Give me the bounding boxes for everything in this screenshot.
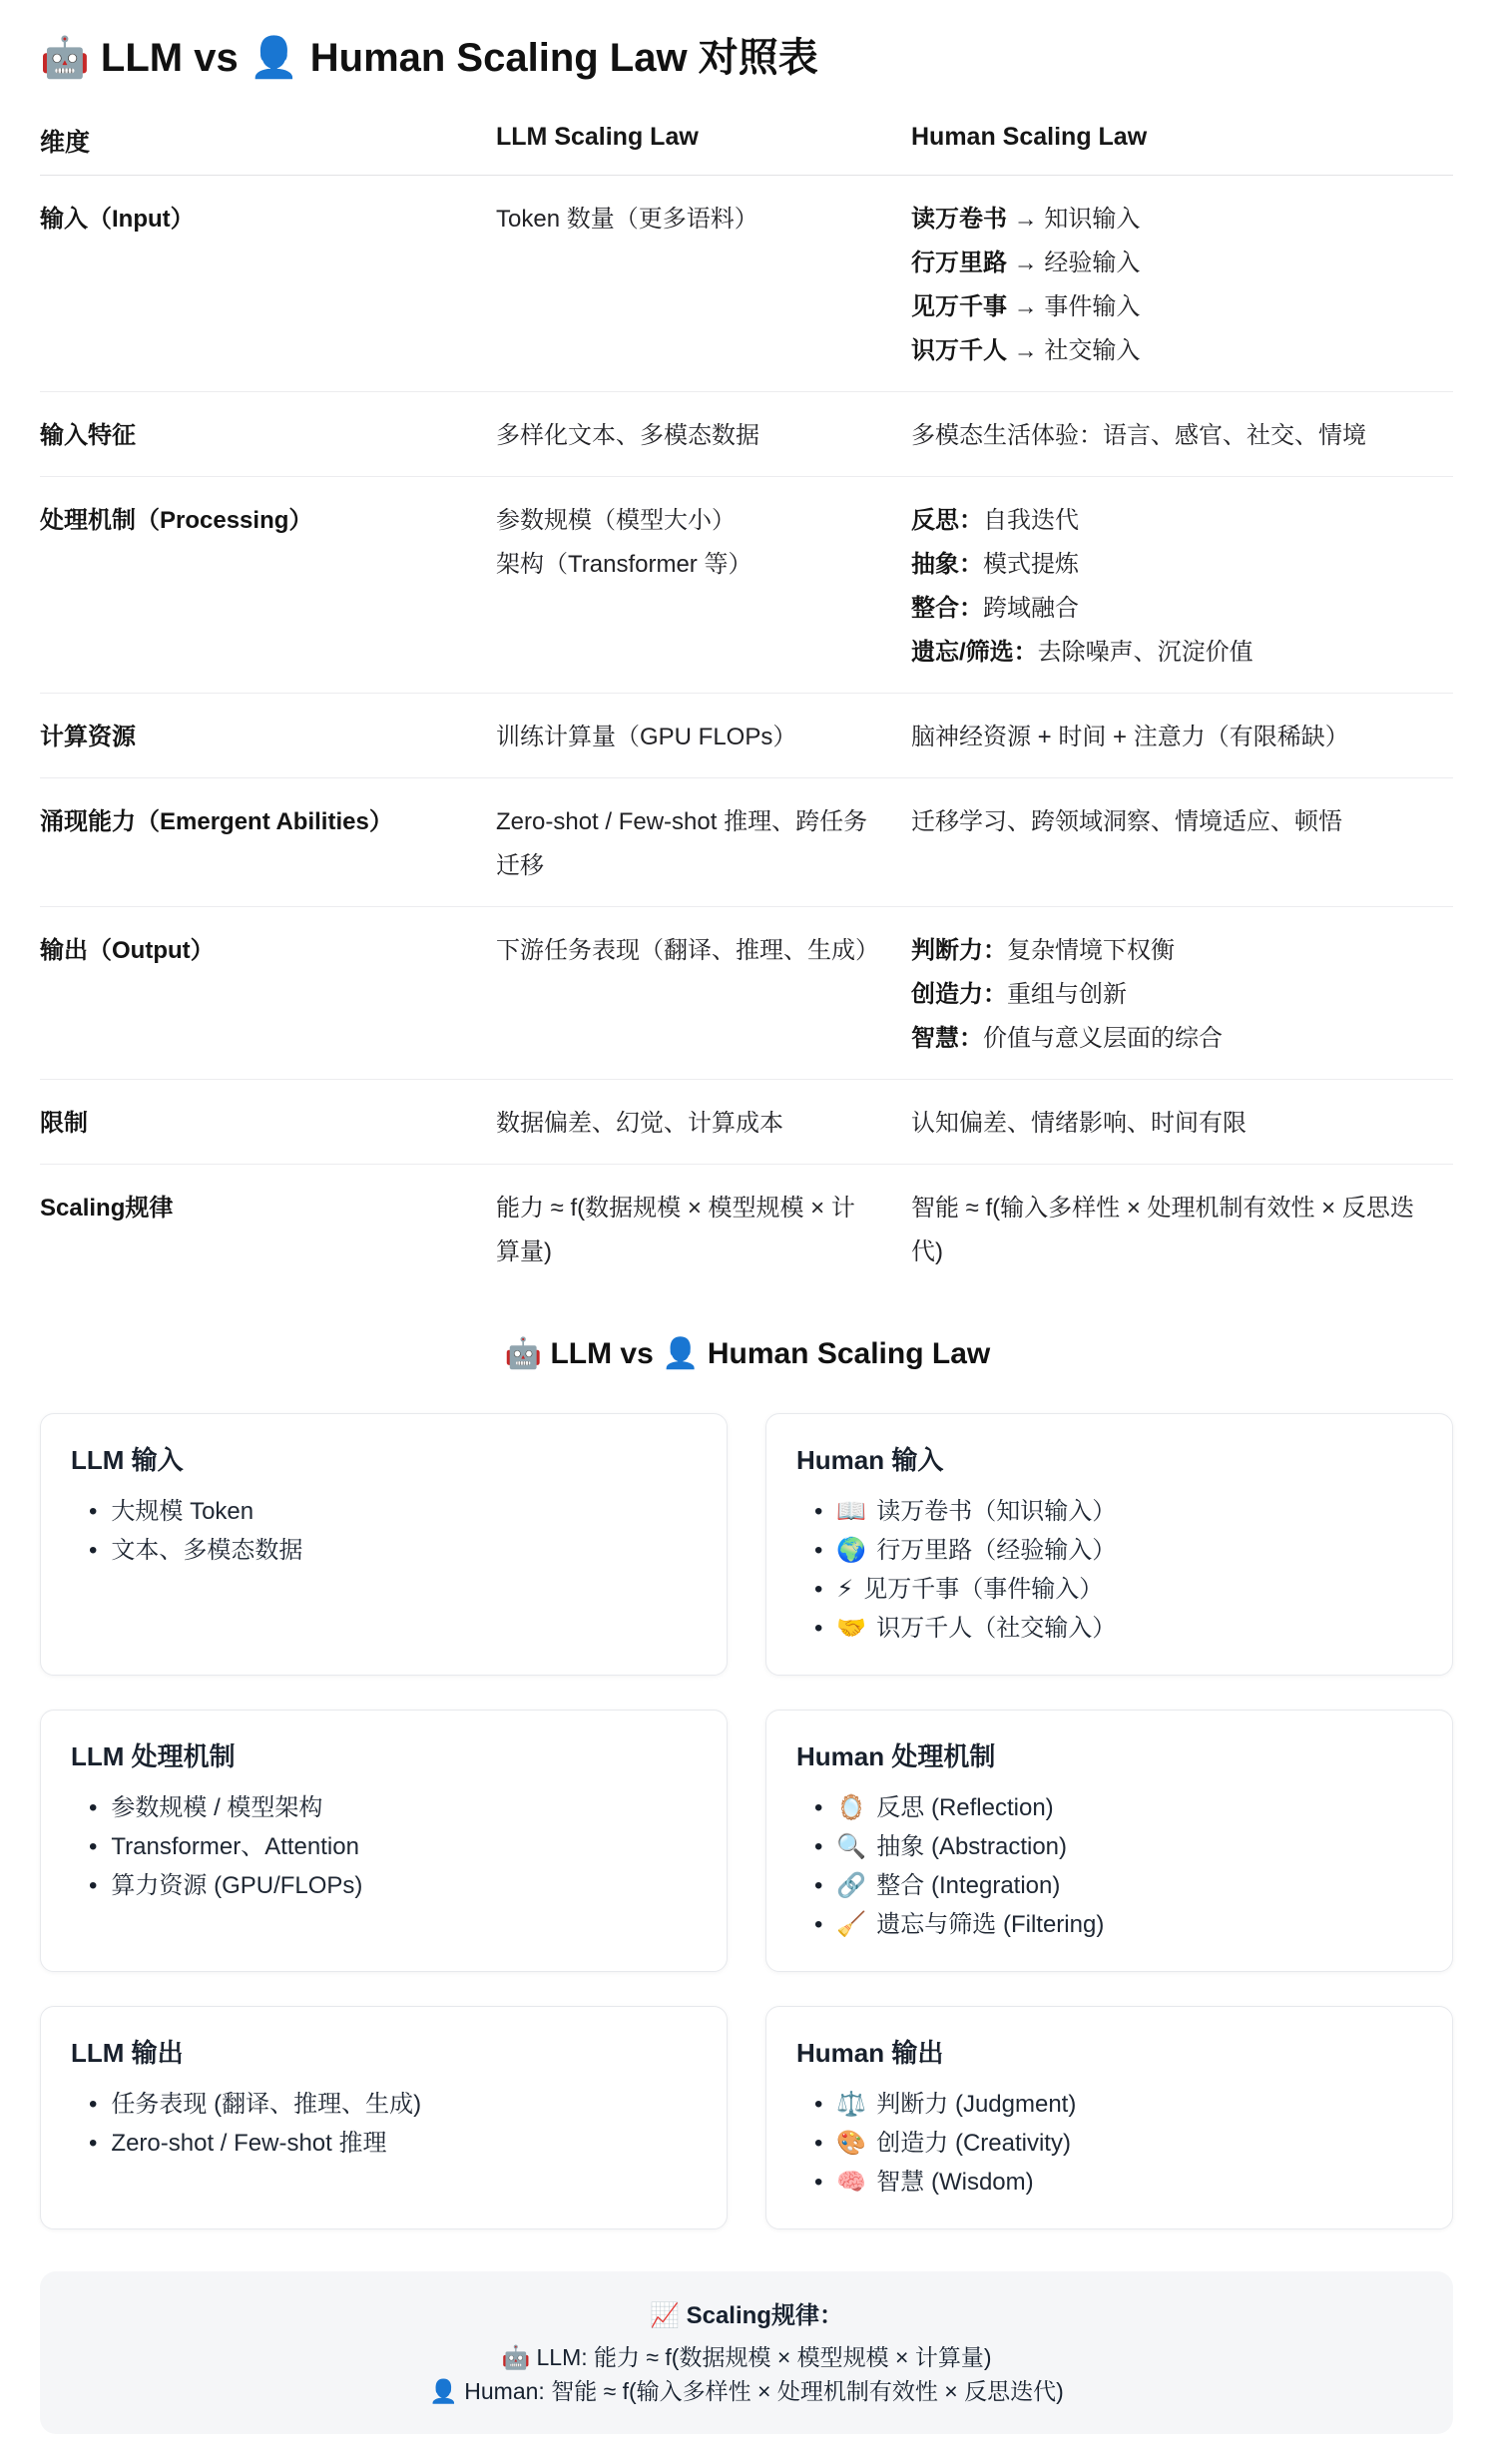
- llm-cell: [496, 800, 911, 888]
- llm-output-card: [40, 2006, 728, 2229]
- list-item: [814, 1497, 1422, 1526]
- table-row: [40, 476, 1453, 693]
- llm-cell: [496, 929, 911, 1061]
- list-item: [814, 1832, 1422, 1861]
- cell-line: 训练计算量（GPU FLOPs）: [496, 724, 797, 750]
- cell-line: Zero-shot / Few-shot 推理、跨任务迁移: [496, 808, 868, 879]
- bullet-icon: •: [89, 1872, 98, 1899]
- list-item: [89, 2129, 697, 2158]
- summary-lines: [60, 2340, 1433, 2408]
- bullet-icon: •: [89, 2130, 98, 2157]
- cell-line: 智能 ≈ f(输入多样性 × 处理机制有效性 × 反思迭代): [911, 1195, 1414, 1265]
- cell-line: 判断力：复杂情境下权衡: [911, 937, 1175, 964]
- human-cell: [911, 414, 1453, 458]
- cell-line: 抽象：模式提炼: [911, 551, 1079, 578]
- broom-icon: 🧹: [836, 1911, 867, 1938]
- list-item: [814, 2129, 1422, 2158]
- cell-line: 创造力：重组与创新: [911, 981, 1127, 1008]
- card-title: Human 处理机制: [796, 1741, 996, 1771]
- comparison-table: [40, 109, 1453, 1292]
- cell-line: 识万千人 → 社交输入: [911, 337, 1141, 364]
- bullet-icon: •: [814, 2091, 823, 2118]
- human-output-card: [765, 2006, 1453, 2229]
- list-item: [814, 1536, 1422, 1565]
- bullet-icon: •: [814, 1872, 823, 1899]
- human-cell: [911, 716, 1453, 759]
- human-cell: [911, 800, 1453, 888]
- bullet-icon: •: [814, 1794, 823, 1821]
- cell-line: 智慧：价值与意义层面的综合: [911, 1025, 1223, 1052]
- bullet-icon: •: [814, 2169, 823, 2196]
- column-header-llm-scaling-law: LLM Scaling Law: [496, 123, 699, 151]
- cell-line: 反思：自我迭代: [911, 507, 1079, 534]
- bullet-icon: •: [89, 1794, 98, 1821]
- card-title: LLM 输出: [71, 2038, 184, 2068]
- balance-scale-icon: ⚖️: [836, 2091, 867, 2118]
- palette-icon: 🎨: [836, 2130, 867, 2157]
- llm-cell: [496, 716, 911, 759]
- table-row: [40, 391, 1453, 476]
- list-item: [814, 1910, 1422, 1939]
- list-item-text: 创造力 (Creativity): [876, 2130, 1071, 2157]
- scaling-law-summary-band: [40, 2271, 1453, 2434]
- dimension-cell: 输入（Input）: [40, 206, 195, 233]
- list-item: [814, 1871, 1422, 1900]
- list-item-text: 整合 (Integration): [876, 1872, 1061, 1899]
- cell-line: 架构（Transformer 等）: [496, 551, 752, 578]
- bullet-icon: •: [814, 1498, 823, 1525]
- bullet-icon: •: [814, 2130, 823, 2157]
- dimension-cell: 涌现能力（Emergent Abilities）: [40, 808, 393, 835]
- list-item: [814, 2090, 1422, 2119]
- cell-line: 数据偏差、幻觉、计算成本: [496, 1110, 783, 1137]
- cell-line: 见万千事 → 事件输入: [911, 293, 1141, 320]
- human-cell: [911, 499, 1453, 675]
- table-row: [40, 906, 1453, 1079]
- diagram-title: 🤖 LLM vs 👤 Human Scaling Law: [504, 1337, 991, 1370]
- cell-line: Token 数量（更多语料）: [496, 206, 758, 233]
- bullet-icon: •: [814, 1833, 823, 1860]
- open-book-icon: 📖: [836, 1498, 867, 1525]
- bullet-icon: •: [89, 2091, 98, 2118]
- cell-line: 遗忘/筛选：去除噪声、沉淀价值: [911, 639, 1253, 666]
- human-cell: [911, 198, 1453, 373]
- cell-line: 迁移学习、跨领域洞察、情境适应、顿悟: [911, 808, 1342, 835]
- list-item-text: 算力资源 (GPU/FLOPs): [111, 1872, 363, 1899]
- handshake-icon: 🤝: [836, 1615, 867, 1642]
- human-cell: [911, 1102, 1453, 1146]
- brain-icon: 🧠: [836, 2169, 867, 2196]
- list-item-text: 大规模 Token: [111, 1498, 254, 1525]
- list-item-text: 读万卷书（知识输入）: [876, 1498, 1117, 1525]
- diagram-cards: [40, 1413, 1453, 2229]
- llm-input-card: [40, 1413, 728, 1676]
- table-row: [40, 1164, 1453, 1292]
- llm-cell: [496, 1187, 911, 1274]
- card-title: LLM 输入: [71, 1445, 184, 1475]
- llm-cell: [496, 414, 911, 458]
- dimension-cell: 计算资源: [40, 724, 136, 750]
- list-item-text: 遗忘与筛选 (Filtering): [876, 1911, 1105, 1938]
- table-body: [40, 176, 1453, 1292]
- list-item-text: 识万千人（社交输入）: [876, 1615, 1117, 1642]
- human-input-card: [765, 1413, 1453, 1676]
- cell-line: 多样化文本、多模态数据: [496, 422, 759, 449]
- list-item: [814, 2168, 1422, 2197]
- cell-line: 行万里路 → 经验输入: [911, 249, 1141, 276]
- llm-cell: [496, 499, 911, 675]
- list-item-text: 抽象 (Abstraction): [876, 1833, 1068, 1860]
- list-item: [814, 1793, 1422, 1822]
- dimension-cell: Scaling规律: [40, 1195, 174, 1222]
- list-item-text: 判断力 (Judgment): [876, 2091, 1077, 2118]
- list-item-text: 行万里路（经验输入）: [876, 1537, 1117, 1564]
- list-item-text: Transformer、Attention: [111, 1833, 359, 1860]
- cell-line: 读万卷书 → 知识输入: [911, 206, 1141, 233]
- card-title: Human 输出: [796, 2038, 944, 2068]
- table-row: [40, 176, 1453, 391]
- list-item-text: 反思 (Reflection): [876, 1794, 1054, 1821]
- dimension-cell: 限制: [40, 1110, 88, 1137]
- list-item: [814, 1614, 1422, 1643]
- summary-heading: 📈 Scaling规律：: [650, 2302, 843, 2329]
- page-title: 🤖 LLM vs 👤 Human Scaling Law 对照表: [40, 36, 818, 80]
- bullet-icon: •: [89, 1537, 98, 1564]
- lightning-icon: ⚡: [836, 1576, 854, 1603]
- cell-line: 脑神经资源 + 时间 + 注意力（有限稀缺）: [911, 724, 1349, 750]
- summary-line: 👤 Human: 智能 ≈ f(输入多样性 × 处理机制有效性 × 反思迭代): [429, 2378, 1064, 2404]
- globe-icon: 🌍: [836, 1537, 867, 1564]
- cell-line: 参数规模（模型大小）: [496, 507, 736, 534]
- cell-line: 整合：跨域融合: [911, 595, 1079, 622]
- bullet-icon: •: [814, 1615, 823, 1642]
- list-item: [89, 1832, 697, 1861]
- table-row: [40, 693, 1453, 777]
- human-cell: [911, 1187, 1453, 1274]
- cell-line: 认知偏差、情绪影响、时间有限: [911, 1110, 1247, 1137]
- magnifier-icon: 🔍: [836, 1833, 867, 1860]
- cell-line: 下游任务表现（翻译、推理、生成）: [496, 937, 879, 964]
- human-cell: [911, 929, 1453, 1061]
- list-item: [89, 1497, 697, 1526]
- list-item: [89, 1871, 697, 1900]
- human-processing-card: [765, 1710, 1453, 1972]
- llm-processing-card: [40, 1710, 728, 1972]
- llm-cell: [496, 198, 911, 373]
- mirror-icon: 🪞: [836, 1794, 867, 1821]
- list-item: [89, 1793, 697, 1822]
- bullet-icon: •: [89, 1833, 98, 1860]
- list-item-text: 文本、多模态数据: [111, 1537, 303, 1564]
- cell-line: 能力 ≈ f(数据规模 × 模型规模 × 计算量): [496, 1195, 855, 1265]
- column-header-human-scaling-law: Human Scaling Law: [911, 123, 1148, 151]
- bullet-icon: •: [814, 1537, 823, 1564]
- list-item: [814, 1575, 1422, 1604]
- card-title: Human 输入: [796, 1445, 944, 1475]
- card-title: LLM 处理机制: [71, 1741, 236, 1771]
- bullet-icon: •: [89, 1498, 98, 1525]
- dimension-cell: 输出（Output）: [40, 937, 215, 964]
- list-item-text: 任务表现 (翻译、推理、生成): [111, 2091, 422, 2118]
- dimension-cell: 输入特征: [40, 422, 136, 449]
- list-item-text: 智慧 (Wisdom): [876, 2169, 1034, 2196]
- list-item-text: Zero-shot / Few-shot 推理: [111, 2130, 387, 2157]
- column-header-dimension: 维度: [40, 129, 91, 157]
- list-item-text: 参数规模 / 模型架构: [111, 1794, 323, 1821]
- table-row: [40, 777, 1453, 906]
- link-icon: 🔗: [836, 1872, 867, 1899]
- list-item: [89, 1536, 697, 1565]
- list-item: [89, 2090, 697, 2119]
- llm-cell: [496, 1102, 911, 1146]
- dimension-cell: 处理机制（Processing）: [40, 507, 313, 534]
- cell-line: 多模态生活体验：语言、感官、社交、情境: [911, 422, 1366, 449]
- bullet-icon: •: [814, 1911, 823, 1938]
- table-row: [40, 1079, 1453, 1164]
- bullet-icon: •: [814, 1576, 823, 1603]
- summary-line: 🤖 LLM: 能力 ≈ f(数据规模 × 模型规模 × 计算量): [501, 2344, 992, 2370]
- table-header-row: [40, 109, 1453, 176]
- list-item-text: 见万千事（事件输入）: [863, 1576, 1104, 1603]
